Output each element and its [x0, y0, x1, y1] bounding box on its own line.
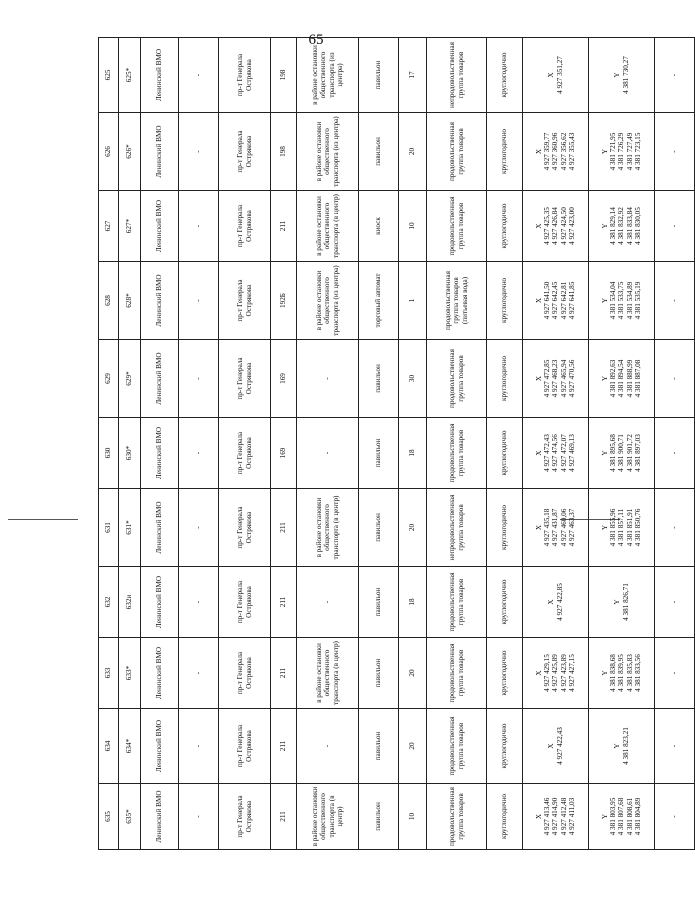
coord-value: X [534, 670, 543, 676]
coord-value: 4 381 804,89 [633, 797, 642, 836]
coord-value: 4 927 422,85 [555, 583, 564, 621]
cell-street: пр-т Генерала Острякова [219, 638, 271, 709]
cell-district: Ленинский ВМО [141, 489, 179, 567]
cell-x [523, 262, 589, 340]
cell-street: пр-т Генерала Острякова [219, 709, 271, 784]
cell-area: 18 [399, 567, 427, 638]
coord-value: 4 927 470,56 [567, 359, 576, 398]
cell-street: пр-т Генерала Острякова [219, 340, 271, 418]
coord-value: 4 381 534,89 [625, 281, 634, 320]
coord-value: 4 381 855,96 [609, 508, 618, 547]
coord-value: 4 381 533,75 [617, 281, 626, 320]
coord-value: 4 927 425,35 [543, 207, 552, 245]
coord-value: 4 381 839,95 [617, 654, 626, 692]
cell-shape: круглогодично [487, 638, 523, 709]
cell-location: - [297, 709, 359, 784]
cell-goods: продовольственная группа товаров [427, 784, 487, 850]
coord-value: Y [600, 813, 609, 820]
cell-zone: - [179, 113, 219, 191]
coord-value: 4 927 641,50 [543, 281, 552, 320]
cell-extra: - [655, 567, 695, 638]
cell-extra: - [655, 262, 695, 340]
rotated-table-container [98, 42, 679, 850]
cell-code: 633* [119, 638, 141, 709]
cell-goods: продовольственная группа товаров [427, 567, 487, 638]
cell-street: пр-т Генерала Острякова [219, 418, 271, 489]
page-number: 65 [308, 32, 324, 48]
cell-x [523, 638, 589, 709]
cell-shape: круглогодично [487, 38, 523, 113]
cell-type: павильон [359, 38, 399, 113]
coord-value: X [534, 297, 543, 304]
cell-district: Ленинский ВМО [141, 709, 179, 784]
coord-value: X [534, 223, 543, 229]
cell-num: 632 [99, 567, 119, 638]
cell-location: в районе остановки общественного транспорта (в центр) [297, 784, 359, 850]
cell-location: в районе остановки общественного транспорта (в центр) [297, 191, 359, 262]
cell-zone: - [179, 784, 219, 850]
cell-area: 20 [399, 638, 427, 709]
cell-location: в районе остановки общественного транспорта (в центр) [297, 489, 359, 567]
cell-area: 10 [399, 191, 427, 262]
cell-goods: продовольственная группа товаров [427, 709, 487, 784]
cell-street: пр-т Генерала Острякова [219, 567, 271, 638]
coord-value: 4 381 835,83 [625, 654, 634, 692]
coord-value: X [547, 743, 556, 749]
coord-value: 4 927 423,00 [567, 207, 576, 245]
field-row-type [359, 38, 399, 850]
cell-type: павильон [359, 340, 399, 418]
cell-street: пр-т Генерала Острякова [219, 113, 271, 191]
field-row-goods [427, 38, 487, 850]
cell-type: павильон [359, 489, 399, 567]
coord-value: 4 381 832,92 [617, 207, 626, 245]
coord-value: 4 381 808,61 [625, 797, 634, 836]
cell-code: 629* [119, 340, 141, 418]
coord-value: 4 927 474,56 [551, 434, 560, 472]
coord-value: Y [600, 223, 609, 229]
cell-type: павильон [359, 567, 399, 638]
cell-num: 634 [99, 709, 119, 784]
coord-value: Y [613, 72, 622, 78]
cell-x [523, 38, 589, 113]
coord-value: 4 927 641,85 [567, 281, 576, 320]
cell-goods: продовольственная группа товаров [427, 191, 487, 262]
cell-area: 30 [399, 340, 427, 418]
field-row-location [297, 38, 359, 850]
coord-value: 4 927 414,90 [551, 797, 560, 836]
field-row-street [219, 38, 271, 850]
coord-value: 4 381 894,54 [617, 359, 626, 398]
cell-goods: продовольственная группа товаров [427, 113, 487, 191]
cell-shape: круглогодично [487, 262, 523, 340]
cell-type: торговый автомат [359, 262, 399, 340]
field-row-extra [655, 38, 695, 850]
cell-street: пр-т Генерала Острякова [219, 784, 271, 850]
cell-street: пр-т Генерала Острякова [219, 38, 271, 113]
cell-house: 211 [271, 489, 297, 567]
cell-district: Ленинский ВМО [141, 113, 179, 191]
coord-value: 4 927 472,43 [543, 434, 552, 472]
cell-code: 625* [119, 38, 141, 113]
cell-y [589, 191, 655, 262]
coord-value: 4 381 727,49 [625, 132, 634, 171]
cell-house: 211 [271, 709, 297, 784]
coord-value: 4 381 534,04 [609, 281, 618, 320]
coord-value: 4 927 435,18 [543, 508, 552, 547]
coord-value: Y [613, 743, 622, 749]
cell-house: 169 [271, 340, 297, 418]
cell-num: 633 [99, 638, 119, 709]
cell-area: 20 [399, 113, 427, 191]
kiosk-schedule-table [98, 37, 695, 850]
cell-location: - [297, 340, 359, 418]
coord-value: 4 927 429,15 [543, 654, 552, 692]
coord-value: 4 927 360,96 [551, 132, 560, 171]
coord-value: Y [600, 148, 609, 155]
cell-extra: - [655, 38, 695, 113]
cell-house: 198 [271, 113, 297, 191]
cell-code: 630* [119, 418, 141, 489]
coord-value: 4 381 726,29 [617, 132, 626, 171]
cell-goods: продовольственная группа товаров (питьевая вода) [427, 262, 487, 340]
coord-value: X [534, 524, 543, 531]
coord-value: 4 927 422,43 [555, 727, 564, 765]
cell-area: 17 [399, 38, 427, 113]
coord-value: 4 381 803,95 [609, 797, 618, 836]
coord-value: 4 381 895,68 [609, 434, 618, 472]
cell-x [523, 489, 589, 567]
cell-x [523, 784, 589, 850]
coord-value: X [547, 72, 556, 78]
cell-y [589, 38, 655, 113]
field-row-district [141, 38, 179, 850]
cell-type: павильон [359, 113, 399, 191]
coord-value: 4 381 901,72 [625, 434, 634, 472]
cell-house: 211 [271, 191, 297, 262]
cell-num: 627 [99, 191, 119, 262]
coord-value: 4 927 642,45 [551, 281, 560, 320]
coord-value: 4 381 730,27 [621, 56, 630, 94]
cell-goods: продовольственная группа товаров [427, 638, 487, 709]
cell-district: Ленинский ВМО [141, 340, 179, 418]
cell-shape: круглогодично [487, 784, 523, 850]
coord-value: Y [600, 670, 609, 676]
cell-district: Ленинский ВМО [141, 638, 179, 709]
cell-shape: круглогодично [487, 191, 523, 262]
coord-value: 4 381 807,68 [617, 797, 626, 836]
coord-value: 4 927 423,89 [559, 654, 568, 692]
coord-value: 4 381 897,03 [633, 434, 642, 472]
cell-x [523, 191, 589, 262]
coord-value: 4 927 427,15 [567, 654, 576, 692]
cell-y [589, 567, 655, 638]
cell-extra: - [655, 418, 695, 489]
cell-x [523, 709, 589, 784]
coord-value: 4 381 892,63 [609, 359, 618, 398]
coord-value: 4 927 426,84 [551, 207, 560, 245]
cell-shape: круглогодично [487, 489, 523, 567]
cell-location: в районе остановки общественного транспорта (из центра) [297, 38, 359, 113]
coord-value: 4 927 472,85 [543, 359, 552, 398]
cell-zone: - [179, 262, 219, 340]
cell-house: 192Б [271, 262, 297, 340]
field-row-num [99, 38, 119, 850]
coord-value: 4 927 468,23 [551, 359, 560, 398]
coord-value: X [547, 599, 556, 605]
cell-district: Ленинский ВМО [141, 191, 179, 262]
cell-y [589, 638, 655, 709]
field-row-shape [487, 38, 523, 850]
cell-district: Ленинский ВМО [141, 784, 179, 850]
coord-value: X [534, 450, 543, 456]
cell-zone: - [179, 709, 219, 784]
coord-value: 4 381 721,95 [609, 132, 618, 171]
coord-value: 4 381 826,71 [621, 583, 630, 621]
coord-value: 4 927 472,07 [559, 434, 568, 472]
cell-area: 10 [399, 784, 427, 850]
coord-value: Y [600, 375, 609, 382]
cell-goods: продовольственная группа товаров [427, 418, 487, 489]
coord-value: 4 381 833,84 [625, 207, 634, 245]
field-row-zone [179, 38, 219, 850]
coord-value: 4 927 413,46 [543, 797, 552, 836]
coord-value: X [534, 375, 543, 382]
cell-y [589, 262, 655, 340]
cell-num: 625 [99, 38, 119, 113]
cell-extra: - [655, 709, 695, 784]
cell-zone: - [179, 340, 219, 418]
coord-value: 4 927 431,87 [551, 508, 560, 547]
coord-value: 4 927 355,43 [567, 132, 576, 171]
cell-x [523, 340, 589, 418]
coord-value: 4 381 900,71 [617, 434, 626, 472]
coord-value: 4 927 460,06 [559, 508, 568, 547]
cell-district: Ленинский ВМО [141, 38, 179, 113]
field-row-area [399, 38, 427, 850]
cell-num: 630 [99, 418, 119, 489]
coord-value: 4 927 351,27 [555, 56, 564, 94]
cell-house: 211 [271, 638, 297, 709]
cell-street: пр-т Генерала Острякова [219, 191, 271, 262]
cell-zone: - [179, 191, 219, 262]
cell-location: - [297, 418, 359, 489]
coord-value: 4 927 359,77 [543, 132, 552, 171]
cell-x [523, 113, 589, 191]
cell-zone: - [179, 489, 219, 567]
cell-y [589, 418, 655, 489]
cell-zone: - [179, 418, 219, 489]
coord-value: 4 381 823,21 [621, 727, 630, 765]
cell-extra: - [655, 489, 695, 567]
cell-zone: - [179, 38, 219, 113]
cell-district: Ленинский ВМО [141, 418, 179, 489]
cell-type: павильон [359, 784, 399, 850]
cell-shape: круглогодично [487, 418, 523, 489]
coord-value: 4 927 465,94 [559, 359, 568, 398]
cell-extra: - [655, 784, 695, 850]
cell-code: 627* [119, 191, 141, 262]
cell-area: 20 [399, 489, 427, 567]
coord-value: 4 381 723,15 [633, 132, 642, 171]
coord-value: 4 927 425,89 [551, 654, 560, 692]
coord-value: 4 381 850,76 [633, 508, 642, 547]
cell-extra: - [655, 191, 695, 262]
coord-value: 4 927 463,37 [567, 508, 576, 547]
cell-y [589, 340, 655, 418]
cell-location: - [297, 567, 359, 638]
cell-street: пр-т Генерала Острякова [219, 262, 271, 340]
field-row-y [589, 38, 655, 850]
coord-value: 4 381 888,99 [625, 359, 634, 398]
cell-num: 628 [99, 262, 119, 340]
coord-value: 4 927 411,03 [567, 797, 576, 836]
cell-type: павильон [359, 709, 399, 784]
cell-house: 211 [271, 784, 297, 850]
cell-code: 632и [119, 567, 141, 638]
cell-zone: - [179, 638, 219, 709]
cell-location: в районе остановки общественного транспорта (из центра) [297, 262, 359, 340]
cell-district: Ленинский ВМО [141, 262, 179, 340]
field-row-house [271, 38, 297, 850]
scan-line [8, 519, 78, 520]
coord-value: 4 381 833,56 [633, 654, 642, 692]
cell-type: павильон [359, 638, 399, 709]
coord-value: 4 381 857,11 [617, 508, 626, 547]
document-table-area [98, 42, 679, 850]
cell-num: 631 [99, 489, 119, 567]
cell-extra: - [655, 113, 695, 191]
cell-house: 211 [271, 567, 297, 638]
coord-value: 4 927 642,81 [559, 281, 568, 320]
cell-shape: круглогодично [487, 567, 523, 638]
coord-value: 4 381 887,08 [633, 359, 642, 398]
cell-num: 629 [99, 340, 119, 418]
cell-code: 631* [119, 489, 141, 567]
coord-value: X [534, 148, 543, 155]
coord-value: 4 381 829,14 [609, 207, 618, 245]
cell-num: 635 [99, 784, 119, 850]
cell-zone: - [179, 567, 219, 638]
cell-shape: круглогодично [487, 113, 523, 191]
cell-goods: непродовольственная группа товаров [427, 489, 487, 567]
cell-y [589, 709, 655, 784]
cell-goods: непродовольственная группа товаров [427, 38, 487, 113]
coord-value: 4 927 412,48 [559, 797, 568, 836]
field-row-code [119, 38, 141, 850]
cell-code: 626* [119, 113, 141, 191]
coord-value: 4 927 356,62 [559, 132, 568, 171]
cell-district: Ленинский ВМО [141, 567, 179, 638]
cell-location: в районе остановки общественного транспорта (из центра) [297, 113, 359, 191]
field-row-x [523, 38, 589, 850]
coord-value: Y [600, 524, 609, 531]
cell-shape: круглогодично [487, 340, 523, 418]
cell-y [589, 489, 655, 567]
cell-num: 626 [99, 113, 119, 191]
cell-code: 634* [119, 709, 141, 784]
cell-code: 635* [119, 784, 141, 850]
cell-goods: продовольственная группа товаров [427, 340, 487, 418]
cell-type: киоск [359, 191, 399, 262]
cell-area: 18 [399, 418, 427, 489]
cell-x [523, 567, 589, 638]
cell-shape: круглогодично [487, 709, 523, 784]
cell-house: 198 [271, 38, 297, 113]
cell-extra: - [655, 340, 695, 418]
coord-value: 4 381 838,68 [609, 654, 618, 692]
cell-location: в районе остановки общественного транспорта (в центр) [297, 638, 359, 709]
cell-area: 20 [399, 709, 427, 784]
cell-y [589, 113, 655, 191]
cell-x [523, 418, 589, 489]
coord-value: 4 927 424,50 [559, 207, 568, 245]
coord-value: 4 381 851,91 [625, 508, 634, 547]
coord-value: Y [600, 297, 609, 304]
coord-value: Y [613, 599, 622, 605]
cell-y [589, 784, 655, 850]
cell-area: 1 [399, 262, 427, 340]
cell-extra: - [655, 638, 695, 709]
coord-value: 4 381 830,05 [633, 207, 642, 245]
cell-type: павильон [359, 418, 399, 489]
coord-value: 4 381 535,19 [633, 281, 642, 320]
cell-house: 169 [271, 418, 297, 489]
coord-value: 4 927 469,13 [567, 434, 576, 472]
cell-code: 628* [119, 262, 141, 340]
coord-value: X [534, 813, 543, 820]
cell-street: пр-т Генерала Острякова [219, 489, 271, 567]
coord-value: Y [600, 450, 609, 456]
